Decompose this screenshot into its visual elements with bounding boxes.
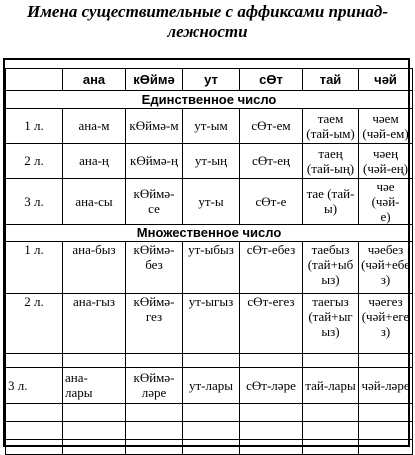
table-row	[6, 293, 413, 353]
table-cell: кӨймә-ң	[126, 143, 183, 178]
header-cell: кӨймә	[126, 68, 183, 90]
header-cell: тай	[303, 68, 359, 90]
table-cell: 2 л.	[6, 293, 63, 353]
table-cell: тай-лары	[303, 367, 359, 403]
table-cell: ут-ың	[183, 143, 240, 178]
header-cell: ана	[63, 68, 126, 90]
table-cell: ана- лары	[63, 367, 126, 403]
table-cell: ана-ң	[63, 143, 126, 178]
header-cell: сӨт	[240, 68, 303, 90]
table-cell: кӨймә-м	[126, 108, 183, 143]
table-cell: сӨт-ем	[240, 108, 303, 143]
table-cell: таебыз (тай+ыб ыз)	[303, 241, 359, 293]
table-cell: сӨт-ебез	[240, 241, 303, 293]
section-singular	[6, 90, 413, 108]
section-plural	[6, 224, 413, 241]
table-cell: чәең (чәй-ең)	[359, 143, 413, 178]
table-cell: 3 л.	[6, 178, 63, 224]
empty-row	[6, 353, 413, 367]
table-cell: ана-быз	[63, 241, 126, 293]
table-row	[6, 241, 413, 293]
table-cell: таең (тай-ың)	[303, 143, 359, 178]
spacer-row	[6, 60, 413, 68]
empty-row	[6, 439, 413, 454]
table-row	[6, 178, 413, 224]
table-cell: таем (тай-ым)	[303, 108, 359, 143]
table-cell: тае (тай- ы)	[303, 178, 359, 224]
header-cell: чәй	[359, 68, 413, 90]
page-title: Имена существительные с аффиксами принад- лежности	[27, 2, 388, 41]
table-cell: кӨймә- гез	[126, 293, 183, 353]
table-cell: 1 л.	[6, 108, 63, 143]
table-cell: сӨт-е	[240, 178, 303, 224]
table-cell: чәебез (чәй+ебе з)	[359, 241, 413, 293]
table-cell: сӨт-егез	[240, 293, 303, 353]
table-cell: 1 л.	[6, 241, 63, 293]
table-row	[6, 367, 413, 403]
table-cell: чәем (чәй-ем)	[359, 108, 413, 143]
table-cell: ут-ы	[183, 178, 240, 224]
header-cell: ут	[183, 68, 240, 90]
table-cell: ут-ыбыз	[183, 241, 240, 293]
section-label: Множественное число	[6, 224, 413, 241]
empty-row	[6, 403, 413, 421]
table-cell: ана-сы	[63, 178, 126, 224]
table-cell: ана-гыз	[63, 293, 126, 353]
table-cell: ут-ыгыз	[183, 293, 240, 353]
table-cell: ут-лары	[183, 367, 240, 403]
table-row	[6, 143, 413, 178]
table-cell: кӨймә- без	[126, 241, 183, 293]
empty-row	[6, 421, 413, 439]
section-label: Единственное число	[6, 90, 413, 108]
table-cell: чәй-ләре	[359, 367, 413, 403]
table-cell: сӨт-ең	[240, 143, 303, 178]
table-cell: чәе (чәй- е)	[359, 178, 413, 224]
table-cell: кӨймә- ләре	[126, 367, 183, 403]
table-cell: 3 л.	[6, 367, 63, 403]
table-cell: таегыз (тай+ыг ыз)	[303, 293, 359, 353]
table-cell: ана-м	[63, 108, 126, 143]
possessive-affix-table	[3, 58, 410, 447]
table-cell: 2 л.	[6, 143, 63, 178]
table-row	[6, 108, 413, 143]
table-cell: чәегез (чәй+еге з)	[359, 293, 413, 353]
header-row	[6, 68, 413, 90]
table-cell: ут-ым	[183, 108, 240, 143]
table-cell: кӨймә- се	[126, 178, 183, 224]
table-cell: сӨт-ләре	[240, 367, 303, 403]
header-cell	[6, 68, 63, 90]
